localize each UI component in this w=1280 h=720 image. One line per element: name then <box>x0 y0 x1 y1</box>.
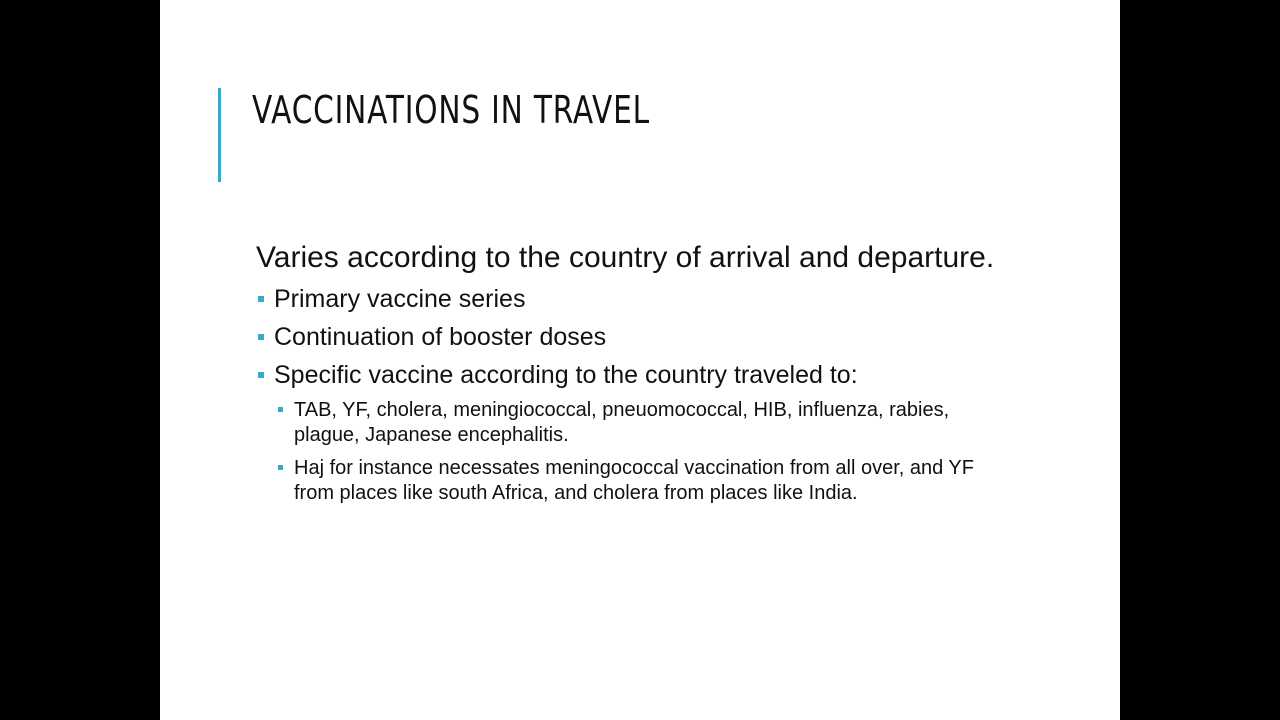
sub-bullet-item <box>276 456 996 506</box>
bullet-text: Specific vaccine according to the country traveled to: <box>274 361 858 389</box>
square-bullet-icon <box>278 465 283 470</box>
sub-bullet-text: Haj for instance necessates meningococcal vaccination from all over, and YF from places like south Africa, and cholera from places like India. <box>294 457 974 504</box>
bullet-item <box>256 322 996 352</box>
square-bullet-icon <box>258 334 264 340</box>
sub-bullet-item <box>276 398 996 448</box>
bullet-text: Primary vaccine series <box>274 285 526 313</box>
bullet-list <box>256 284 996 506</box>
slide-body <box>256 240 996 506</box>
sub-bullet-text: TAB, YF, cholera, meningiococcal, pneuomococcal, HIB, influenza, rabies, plague, Japanese encephalitis. <box>294 399 950 446</box>
title-accent-bar <box>218 88 221 182</box>
slide-title: VACCINATIONS IN TRAVEL <box>252 88 650 132</box>
bullet-item <box>256 284 996 314</box>
lead-text: Varies according to the country of arrival and departure. <box>256 241 995 274</box>
bullet-item <box>256 360 996 506</box>
slide <box>160 0 1120 720</box>
sub-bullet-list <box>276 398 996 506</box>
square-bullet-icon <box>258 296 264 302</box>
square-bullet-icon <box>278 407 283 412</box>
bullet-text: Continuation of booster doses <box>274 323 607 351</box>
square-bullet-icon <box>258 372 264 378</box>
